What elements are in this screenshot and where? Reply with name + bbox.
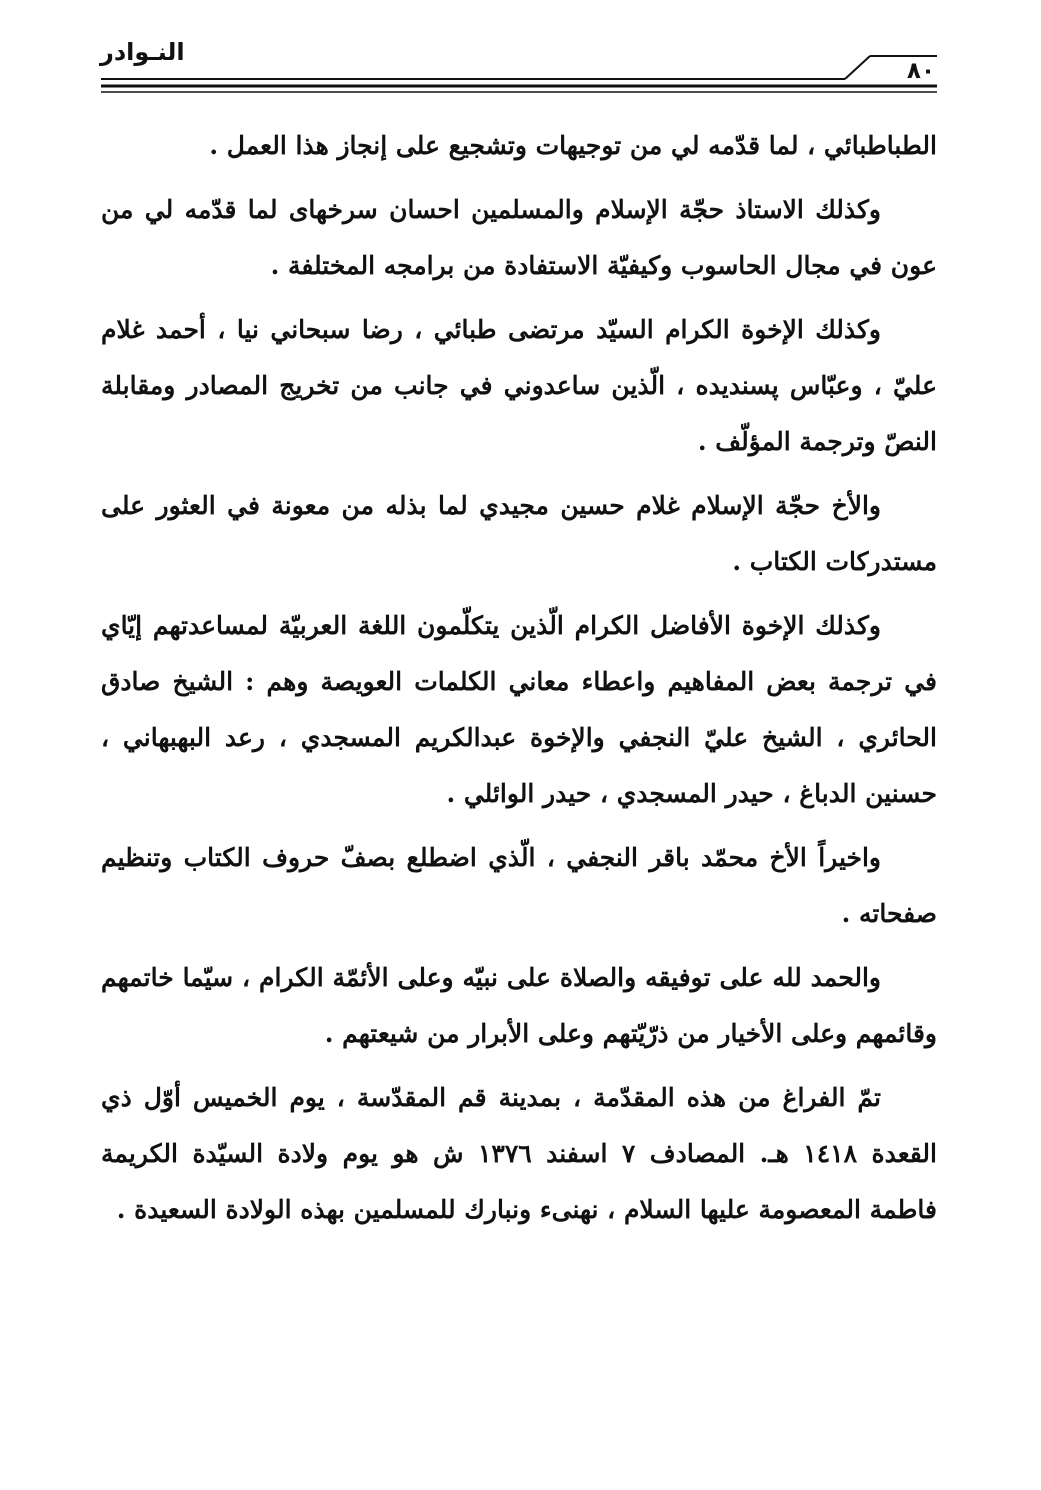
- running-head-book-title: النـوادر: [100, 38, 185, 66]
- page-number: ٨٠: [906, 58, 935, 84]
- paragraph: وكذلك الإخوة الأفاضل الكرام الّذين يتكلّمون اللغة العربيّة لمساعدتهم إيّاي في ترجمة بعض المفاهيم واعطاء معاني الكلمات العويصة وهم : الشيخ صادق الحائري ، الشيخ عليّ النجفي والإخوة عبدالكريم المسجدي ، رعد البهبهاني ، حسنين الدباغ ، حيدر المسجدي ، حيدر الوائلي .: [101, 611, 938, 808]
- paragraph: الطباطبائي ، لما قدّمه لي من توجيهات وتشجيع على إنجاز هذا العمل .: [209, 131, 937, 160]
- paragraph: واخيراً الأخ محمّد باقر النجفي ، الّذي اضطلع بصفّ حروف الكتاب وتنظيم صفحاته .: [101, 843, 937, 928]
- body-text: [101, 118, 937, 1246]
- paragraph: وكذلك الاستاذ حجّة الإسلام والمسلمين احسان سرخهاى لما قدّمه لي من عون في مجال الحاسوب وكيفيّة الاستفادة من برامجه المختلفة .: [101, 195, 937, 280]
- paragraph: وكذلك الإخوة الكرام السيّد مرتضى طبائي ، رضا سبحاني نيا ، أحمد غلام عليّ ، وعبّاس پسنديده ، الّذين ساعدوني في جانب من تخريج المصادر ومقابلة النصّ وترجمة المؤلّف .: [101, 315, 937, 456]
- paragraph: والحمد لله على توفيقه والصلاة على نبيّه وعلى الأئمّة الكرام ، سيّما خاتمهم وقائمهم وعلى الأخيار من ذرّيّتهم وعلى الأبرار من شيعتهم .: [101, 963, 937, 1048]
- header-rule-slope: [845, 56, 870, 79]
- paragraph: تمّ الفراغ من هذه المقدّمة ، بمدينة قم المقدّسة ، يوم الخميس أوّل ذي القعدة ١٤١٨ هـ. المصادف ٧ اسفند ١٣٧٦ ش هو يوم ولادة السيّدة الكريمة فاطمة المعصومة عليها السلام ، نهنىء ونبارك للمسلمين بهذه الولادة السعيدة .: [101, 1083, 937, 1224]
- paragraph: والأخ حجّة الإسلام غلام حسين مجيدي لما بذله من معونة في العثور على مستدركات الكتاب .: [101, 491, 937, 576]
